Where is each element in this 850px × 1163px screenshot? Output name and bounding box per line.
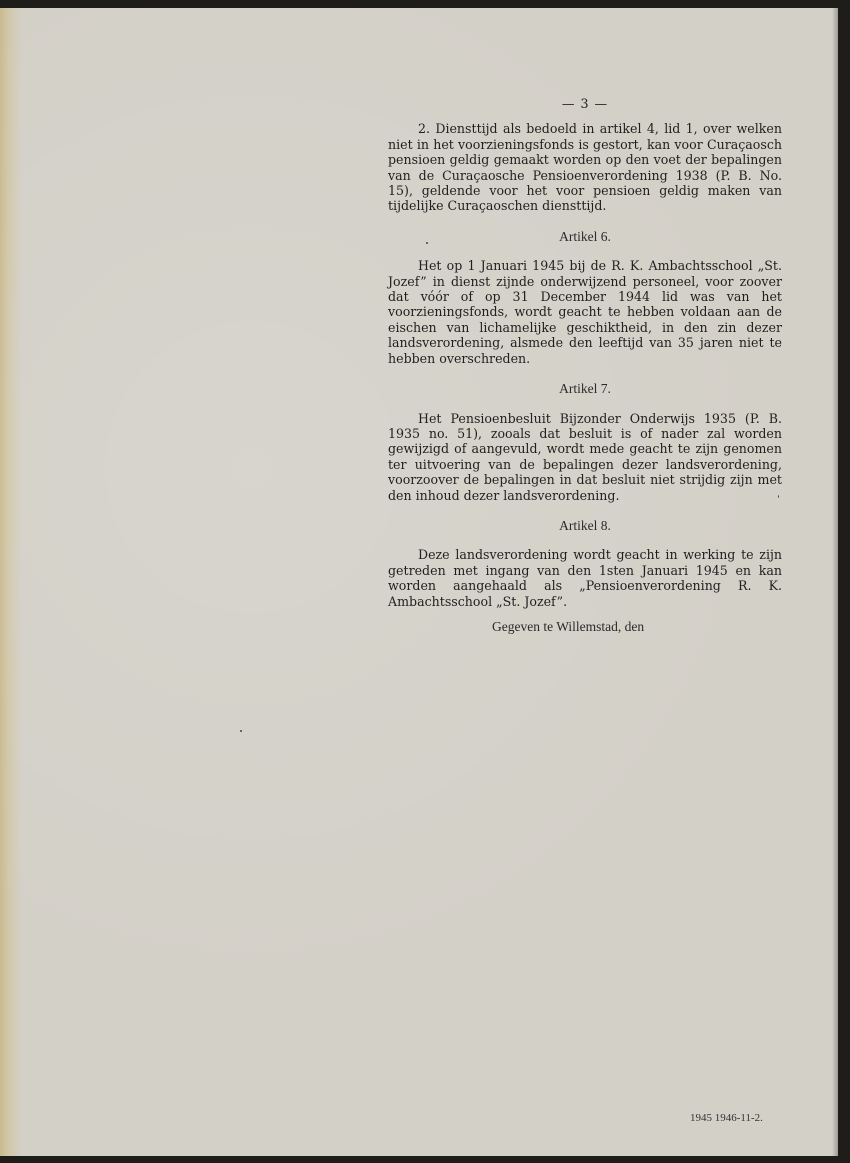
article-7-text: Het Pensioenbesluit Bijzonder Onderwijs 1935 (P. B. 1935 no. 51), zooals dat besluit is of nader zal worden gewijzigd of aangevuld, wordt mede geacht te zijn genomen ter uitvoering van de bepalingen dezer landsverordening, voorzoover de bepalingen in dat besluit niet strijdig zijn met den inhoud dezer landsverordening. bbox=[388, 410, 782, 503]
document-body bbox=[388, 96, 782, 634]
article-8-text: Deze landsverordening wordt geacht in werking te zijn getreden met ingang van den 1sten Januari 1945 en kan worden aangehaald als „Pensioenverordening R. K. Ambachtsschool „St. Jozef”. bbox=[388, 547, 782, 609]
article-6-heading: Artikel 6. bbox=[559, 228, 611, 244]
article-7-heading: Artikel 7. bbox=[559, 381, 611, 397]
closing-line: Gegeven te Willemstad, den bbox=[492, 618, 645, 634]
page-number: — 3 — bbox=[561, 96, 609, 111]
footer-reference-code: 1945 1946-11-2. bbox=[690, 1112, 763, 1124]
ink-speck bbox=[240, 730, 242, 732]
paragraph-diensttijd: 2. Diensttijd als bedoeld in artikel 4, lid 1, over welken niet in het voorzieningsfonds is gestort, kan voor Curaçaosch pensioen geldig gemaakt worden op den voet der bepalingen van de Curaçaosche Pensioenverordening 1938 (P. B. No. 15), geldende voor het voor pensioen geldig maken van tijdelijke Curaçaoschen diensttijd. bbox=[388, 121, 782, 214]
article-6-text: Het op 1 Januari 1945 bij de R. K. Ambachtsschool „St. Jozef” in dienst zijnde onderwijzend personeel, voor zoover dat vóór of op 31 December 1944 lid was van het voorzieningsfonds, wordt geacht te hebben voldaan aan de eischen van lichamelijke geschiktheid, in den zin dezer landsverordening, alsmede den leeftijd van 35 jaren niet te hebben overschreden. bbox=[388, 258, 782, 366]
article-8-heading: Artikel 8. bbox=[559, 517, 611, 533]
